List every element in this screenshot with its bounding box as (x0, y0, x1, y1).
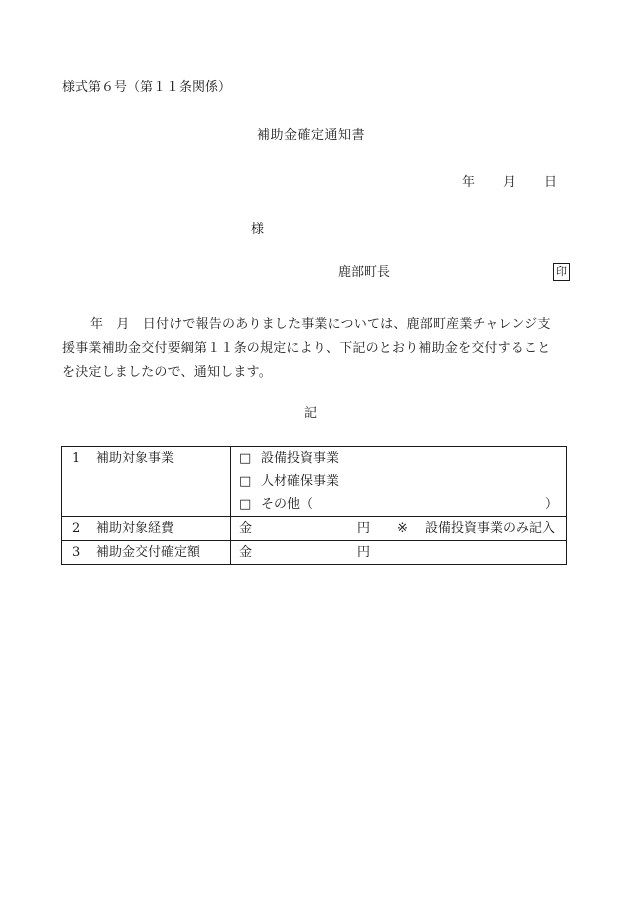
body-paragraph (62, 313, 570, 385)
row2-yen: 円 (357, 521, 371, 536)
option-other[interactable] (239, 493, 566, 516)
seal-mark: 印 (553, 263, 570, 281)
row2-value-cell (231, 517, 567, 541)
row2-note-mark: ※ (397, 521, 408, 536)
row3-label: 補助金交付確定額 (96, 545, 201, 560)
date-year: 年 (462, 175, 476, 190)
table-row (62, 517, 567, 541)
document-title: 補助金確定通知書 (257, 128, 366, 143)
row3-number: 3 (72, 545, 81, 560)
row1-label: 補助対象事業 (96, 451, 175, 466)
row1-number: 1 (72, 451, 81, 466)
checkbox-icon[interactable]: □ (239, 474, 252, 489)
row1-label-cell (62, 447, 231, 517)
body-line-3: を決定しましたので、通知します。 (62, 365, 272, 380)
date-line (462, 175, 557, 191)
row1-value-cell (231, 447, 567, 517)
body-line-2: 援事業補助金交付要綱第１１条の規定により、下記のとおり補助金を交付すること (62, 341, 551, 356)
row2-label: 補助対象経費 (96, 521, 175, 536)
checkbox-icon[interactable]: □ (239, 451, 252, 466)
date-day: 日 (544, 175, 558, 190)
addressee-suffix: 様 (251, 222, 265, 237)
row3-kin: 金 (239, 545, 253, 560)
close-paren: ） (545, 497, 559, 512)
option-label: 設備投資事業 (261, 451, 340, 466)
body-line-1: 年 月 日付けで報告のありました事業については、鹿部町産業チャレンジ支 (90, 317, 551, 332)
row2-note: 設備投資事業のみ記入 (425, 521, 556, 536)
row2-number: 2 (72, 521, 81, 536)
option-label: その他（ (261, 497, 314, 512)
issuer-name: 鹿部町長 (338, 265, 391, 280)
row3-label-cell (62, 541, 231, 565)
date-month: 月 (503, 175, 517, 190)
table-row (62, 447, 567, 517)
form-number: 様式第６号（第１１条関係） (62, 80, 232, 95)
subsidy-table (61, 446, 567, 565)
option-equipment[interactable] (239, 447, 566, 470)
row3-value-cell (231, 541, 567, 565)
row2-kin: 金 (239, 521, 253, 536)
table-row (62, 541, 567, 565)
option-personnel[interactable] (239, 470, 566, 493)
ki-heading: 記 (304, 406, 318, 421)
row2-label-cell (62, 517, 231, 541)
option-label: 人材確保事業 (261, 474, 340, 489)
checkbox-icon[interactable]: □ (239, 497, 252, 512)
row3-yen: 円 (357, 545, 371, 560)
